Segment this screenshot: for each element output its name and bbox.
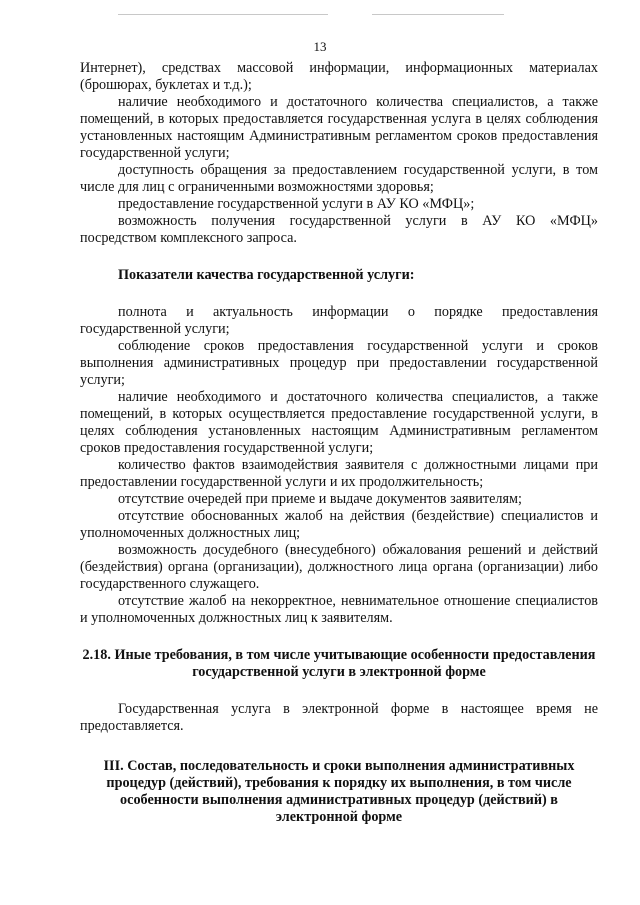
quality-item: соблюдение сроков предоставления государственной услуги и сроков выполнения административных процедур при предоставлении государственной услуги; (80, 338, 598, 388)
quality-item: отсутствие обоснованных жалоб на действия (бездействие) специалистов и уполномоченных должностных лиц; (80, 508, 598, 541)
paragraph: предоставление государственной услуги в АУ КО «МФЦ»; (118, 196, 475, 212)
scan-edge-line (118, 14, 328, 15)
quality-item: отсутствие очередей при приеме и выдаче документов заявителям; (118, 491, 522, 507)
heading-quality: Показатели качества государственной услуги: (118, 267, 415, 283)
page-number: 13 (313, 39, 327, 54)
paragraph: Интернет), средствах массовой информации, информационных материалах (брошюрах, буклетах и т.д.); (80, 60, 598, 93)
section-iii-title: III. Состав, последовательность и сроки выполнения административных процедур (действий), требования к порядку их выполнения, в том числе особенности выполнения административных процедур (действий) в электронной форме (103, 758, 575, 825)
quality-item: возможность досудебного (внесудебного) обжалования решений и действий (бездействия) органа (организации), должностного лица органа (организации) либо государственного служащего. (80, 542, 598, 592)
paragraph: доступность обращения за предоставлением государственной услуги, в том числе для лиц с ограниченными возможностями здоровья; (80, 162, 598, 195)
quality-item: количество фактов взаимодействия заявителя с должностными лицами при предоставлении государственной услуги и их продолжительность; (80, 457, 598, 490)
scan-edge-line (372, 14, 504, 15)
section-2-18-text: Государственная услуга в электронной форме в настоящее время не предоставляется. (80, 701, 598, 734)
paragraph: наличие необходимого и достаточного количества специалистов, а также помещений, в которых предоставляется государственная услуга в целях соблюдения установленных настоящим Административным регламентом сроков предоставления государственной услуги; (80, 94, 598, 161)
quality-item: полнота и актуальность информации о порядке предоставления государственной услуги; (80, 304, 598, 337)
section-2-18-title: 2.18. Иные требования, в том числе учитывающие особенности предоставления государственной услуги в электронной форме (82, 647, 596, 680)
quality-item: наличие необходимого и достаточного количества специалистов, а также помещений, в которых осуществляется предоставление государственной услуги, в целях соблюдения установленных настоящим Административным регламентом сроков предоставления государственной услуги; (80, 389, 598, 456)
quality-item: отсутствие жалоб на некорректное, невнимательное отношение специалистов и уполномоченных должностных лиц к заявителям. (80, 593, 598, 626)
paragraph: возможность получения государственной услуги в АУ КО «МФЦ» посредством комплексного запроса. (80, 213, 598, 246)
document-body (80, 60, 598, 826)
